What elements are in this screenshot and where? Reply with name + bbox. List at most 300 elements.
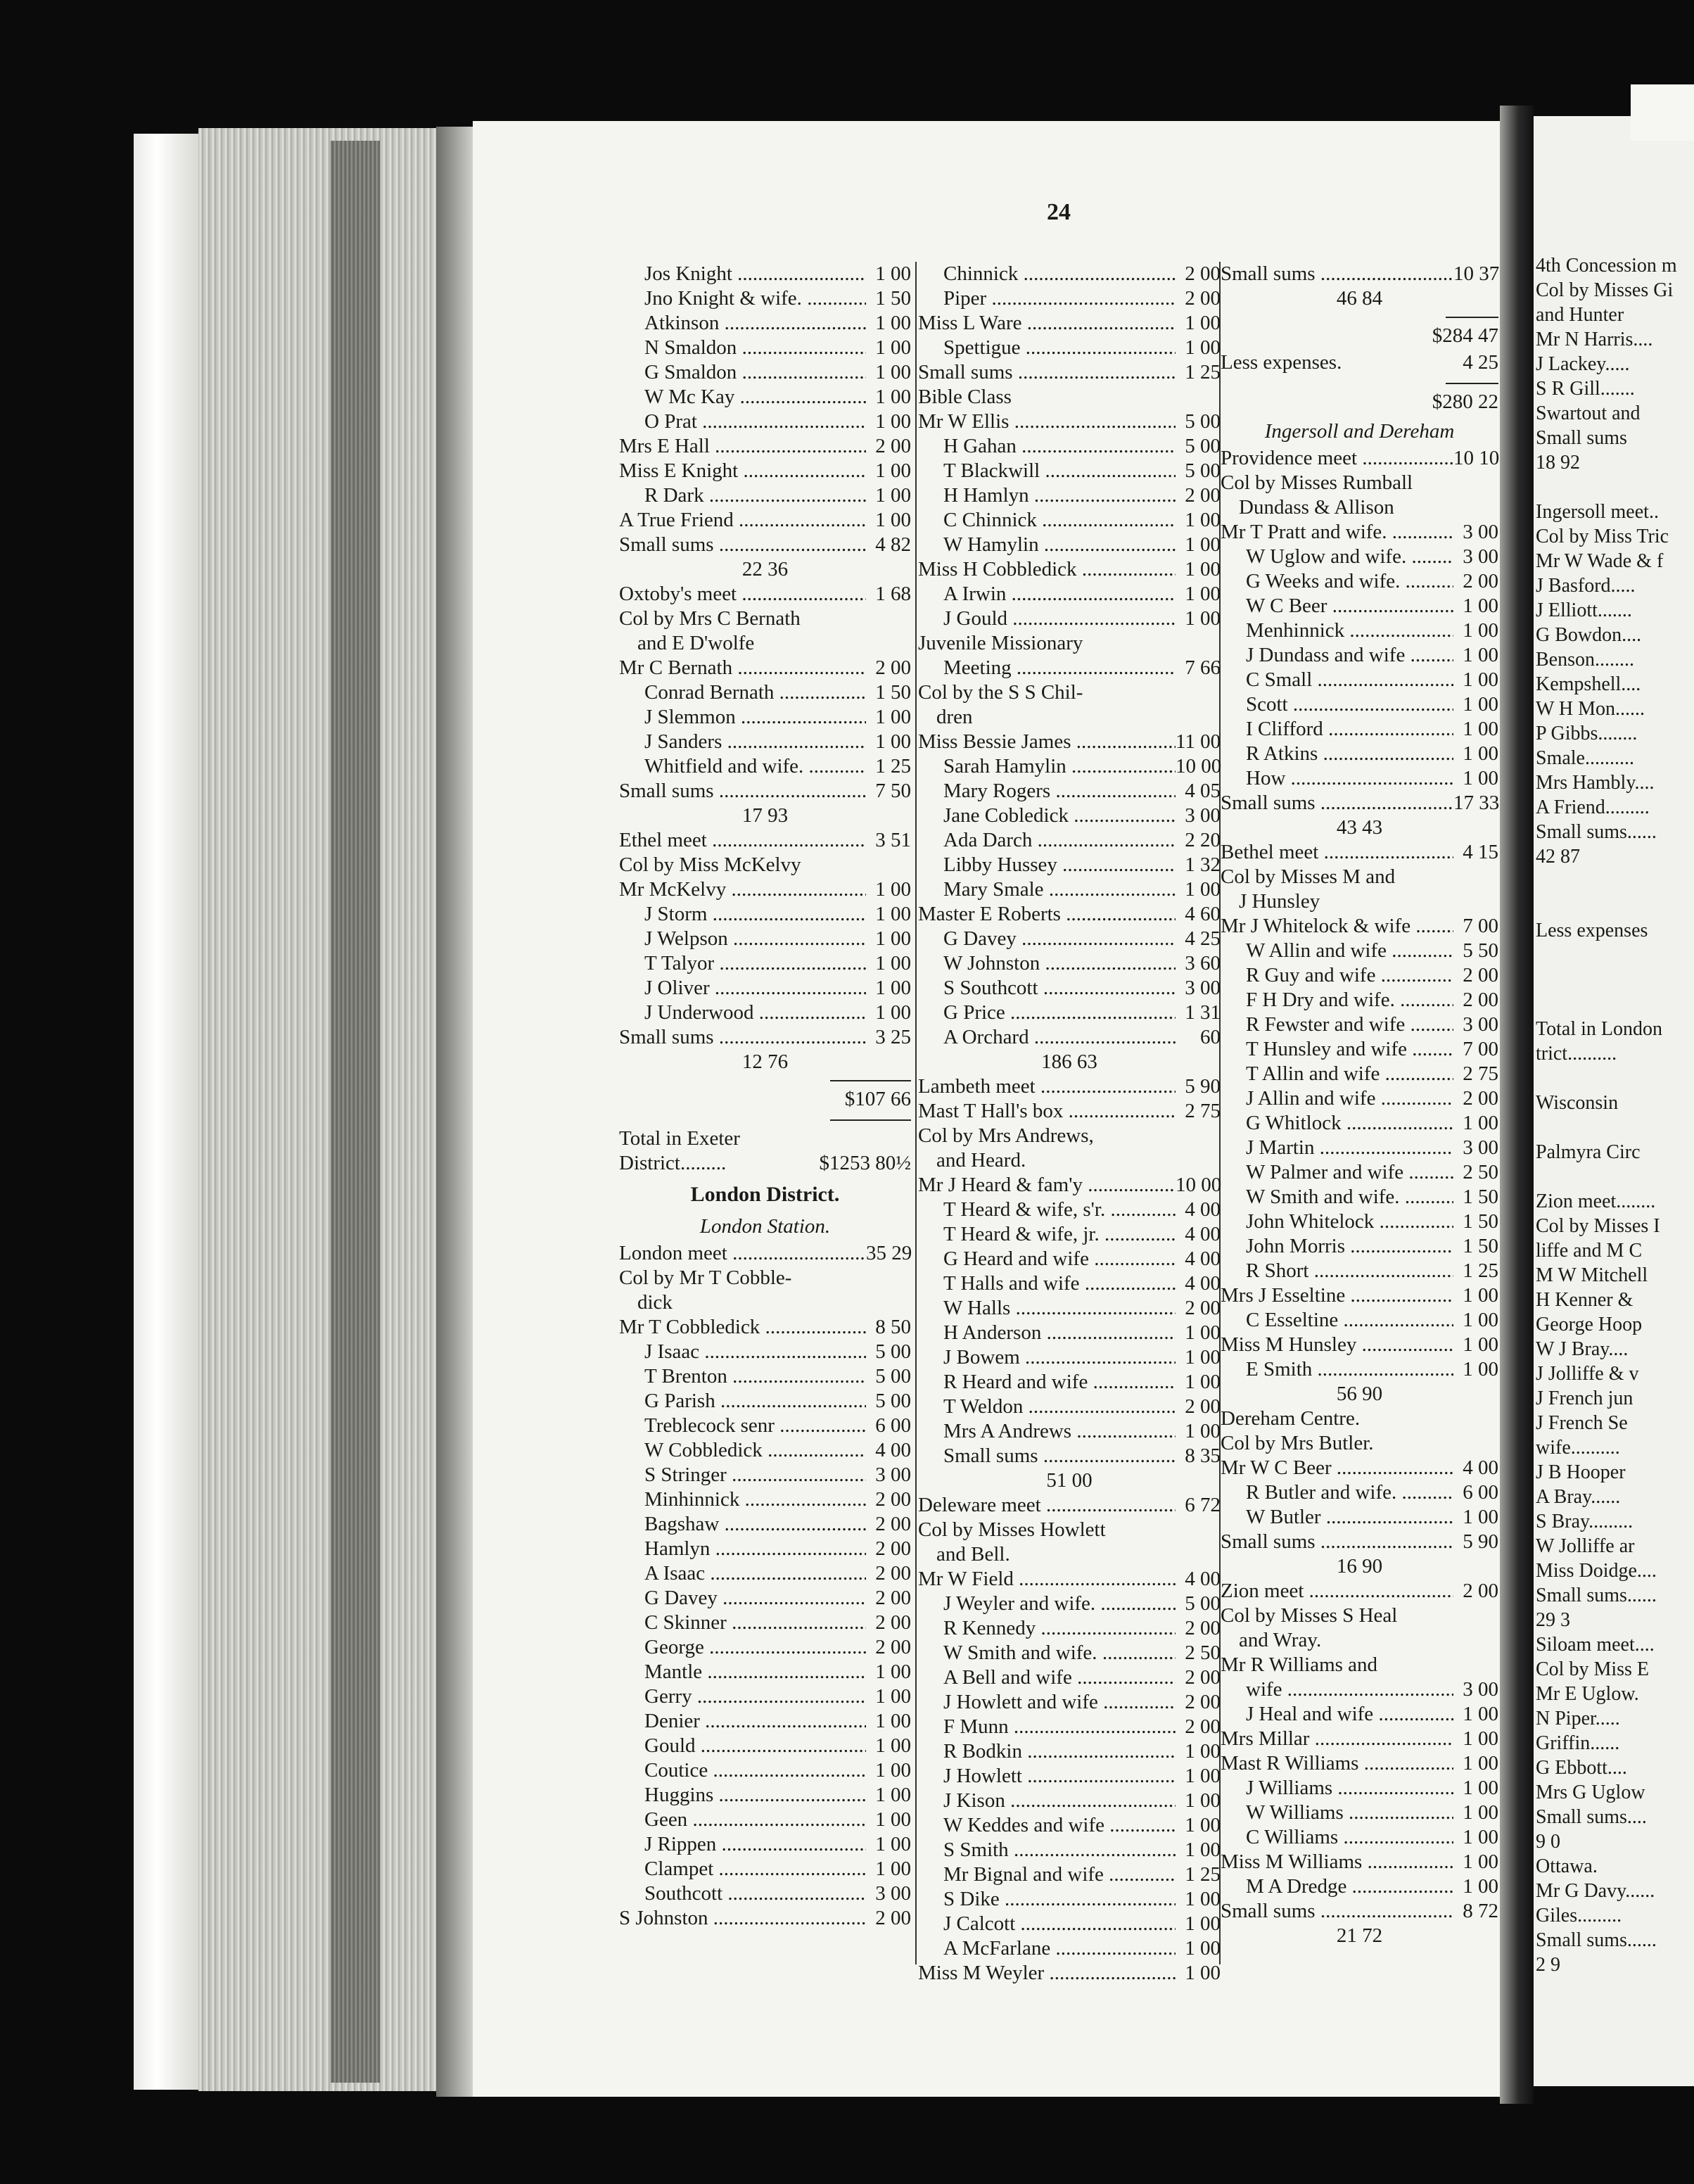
ledger-entry	[619, 1734, 911, 1758]
ledger-entry	[918, 1887, 1221, 1912]
entry-name: W Hamylin .....	[918, 533, 1176, 557]
entry-name: C Skinner .....	[619, 1611, 866, 1635]
entry-name: John Morris .....	[1221, 1234, 1453, 1259]
facing-page-line	[1536, 992, 1677, 1017]
ledger-entry	[619, 483, 911, 508]
entry-name: J Rippen .....	[619, 1832, 866, 1857]
collector-line: Mr R Williams and	[1221, 1653, 1378, 1676]
ledger-entry	[619, 434, 911, 459]
subtotal: 51 00	[1046, 1469, 1093, 1492]
entry-name: Mrs J Esseltine .....	[1221, 1283, 1453, 1308]
facing-page-line: J Elliott.......	[1536, 599, 1632, 621]
entry-name: Jno Knight & wife. .....	[619, 286, 866, 311]
entry-amount: 1 00	[1463, 1875, 1498, 1898]
ledger-entry	[619, 1001, 911, 1025]
entry-amount: 1 25	[1185, 361, 1221, 383]
ledger-entry	[1221, 1111, 1498, 1136]
ledger-entry	[619, 1389, 911, 1414]
facing-page-line: Mr G Davy......	[1536, 1880, 1655, 1902]
entry-name: F H Dry and wife. .....	[1221, 988, 1453, 1012]
facing-page-line	[1536, 869, 1677, 894]
ledger-entry	[918, 459, 1221, 483]
entry-amount: 5 00	[1185, 459, 1221, 482]
entry-amount: 1 00	[1463, 644, 1498, 666]
entry-amount: 4 00	[1185, 1198, 1221, 1221]
facing-page-line: Mr W Wade & f	[1536, 550, 1664, 572]
entry-name: T Heard & wife, s'r. .....	[918, 1198, 1176, 1222]
ledger-entry	[1221, 1874, 1498, 1899]
entry-amount: 1 50	[1463, 1186, 1498, 1208]
entry-name: J Heal and wife .....	[1221, 1702, 1453, 1727]
ledger-entry	[1221, 545, 1498, 569]
facing-page-line: Mr E Uglow.	[1536, 1683, 1639, 1705]
page-curl-shadow	[436, 127, 473, 2097]
facing-page-line: A Friend.........	[1536, 796, 1650, 818]
entry-name: Mr W Field .....	[918, 1567, 1176, 1592]
entry-amount: 1 00	[875, 262, 911, 285]
ledger-entry	[619, 508, 911, 533]
entry-amount: 4 00	[1185, 1247, 1221, 1270]
entry-amount: 3 00	[1463, 1136, 1498, 1159]
entry-name: J Isaac .....	[619, 1340, 866, 1364]
facing-page-line: Small sums	[1536, 427, 1627, 449]
entry-amount: 1 50	[875, 681, 911, 704]
facing-page-line: 4th Concession m	[1536, 255, 1677, 277]
facing-page-line: J French jun	[1536, 1388, 1634, 1409]
ledger-entry	[1221, 1776, 1498, 1801]
entry-amount: 1 00	[1185, 1371, 1221, 1393]
entry-name: S Smith .....	[918, 1838, 1176, 1862]
facing-page-line: Benson........	[1536, 649, 1634, 671]
entry-name: T Talyor .....	[619, 951, 866, 976]
entry-amount: 2 00	[875, 1562, 911, 1585]
entry-name: J Calcott .....	[918, 1912, 1176, 1936]
facing-page-line: and Hunter	[1536, 304, 1624, 326]
ledger-entry	[1221, 1333, 1498, 1357]
ledger-entry	[1221, 1677, 1498, 1702]
entry-amount: 4 82	[875, 533, 911, 556]
entry-amount: 1 00	[1185, 558, 1221, 580]
entry-name: C Chinnick .....	[918, 508, 1176, 533]
ledger-entry	[619, 1537, 911, 1561]
entry-name: Mrs Millar .....	[1221, 1727, 1453, 1751]
entry-amount: 2 00	[875, 1907, 911, 1929]
ledger-entry	[619, 582, 911, 607]
entry-name: G Parish .....	[619, 1389, 866, 1414]
entry-amount: 60	[1200, 1026, 1221, 1048]
ledger-entry	[1221, 1850, 1498, 1874]
subtotal: 16 90	[1336, 1555, 1383, 1577]
entry-name: Bagshaw .....	[619, 1512, 866, 1537]
entry-name: A Bell and wife .....	[918, 1665, 1176, 1690]
facing-page-line	[1536, 1164, 1677, 1189]
entry-amount: 1 32	[1185, 853, 1221, 876]
entry-amount: 5 00	[1185, 410, 1221, 433]
collector-line: Bible Class	[918, 386, 1012, 408]
facing-page-line: S R Gill.......	[1536, 378, 1635, 400]
entry-name: T Brenton .....	[619, 1364, 866, 1389]
collector-line: Col by Mrs Butler.	[1221, 1432, 1374, 1454]
ledger-entry	[619, 1906, 911, 1931]
entry-amount: 1 00	[875, 410, 911, 433]
ledger-entry	[918, 410, 1221, 434]
entry-name: Gerry .....	[619, 1684, 866, 1709]
ledger-entry	[619, 1340, 911, 1364]
facing-page-line: A Bray......	[1536, 1486, 1621, 1508]
ledger-entry	[918, 804, 1221, 828]
entry-name: J Sanders .....	[619, 730, 866, 754]
station-heading: Ingersoll and Dereham	[1264, 420, 1455, 443]
entry-amount: 2 00	[875, 1537, 911, 1560]
entry-name: T Weldon .....	[918, 1395, 1176, 1419]
entry-name: Conrad Bernath .....	[619, 680, 866, 705]
entry-name: W Smith and wife. .....	[918, 1641, 1176, 1665]
entry-name: Meeting .....	[918, 656, 1176, 680]
ledger-entry	[1221, 1505, 1498, 1530]
facing-page-line: Col by Miss E	[1536, 1658, 1650, 1680]
ledger-entry	[619, 902, 911, 927]
ledger-entry	[918, 730, 1221, 754]
ledger-entry	[918, 902, 1221, 927]
entry-name: Mr Bignal and wife .....	[918, 1862, 1176, 1887]
entry-amount: 1 00	[1185, 1321, 1221, 1344]
entry-amount: 5 00	[875, 1365, 911, 1388]
entry-name: Huggins .....	[619, 1783, 866, 1808]
ledger-entry	[619, 730, 911, 754]
entry-name: C Esseltine .....	[1221, 1308, 1453, 1333]
ledger-entry	[918, 754, 1221, 779]
ledger-entry	[619, 311, 911, 336]
ledger-entry	[918, 951, 1221, 976]
ledger-entry	[1221, 963, 1498, 988]
ledger-entry	[1221, 618, 1498, 643]
entry-name: W Smith and wife. .....	[1221, 1185, 1453, 1210]
total-label: District.........	[619, 1152, 727, 1174]
entry-name: Mr T Cobbledick .....	[619, 1315, 866, 1340]
ledger-entry	[1221, 1259, 1498, 1283]
ledger-entry	[1221, 1037, 1498, 1062]
ledger-entry	[619, 1512, 911, 1537]
collector-line: Juvenile Missionary	[918, 632, 1083, 654]
ledger-entry	[1221, 939, 1498, 963]
entry-amount: 5 90	[1463, 1530, 1498, 1553]
entry-name: Mr C Bernath .....	[619, 656, 866, 680]
entry-amount: 2 00	[875, 656, 911, 679]
entry-amount: 1 00	[1463, 668, 1498, 691]
facing-page-line: Ottawa.	[1536, 1855, 1598, 1877]
ledger-entry	[619, 410, 911, 434]
ledger-entry	[619, 705, 911, 730]
book-cover-edge	[134, 134, 198, 2090]
entry-amount: 2 75	[1185, 1100, 1221, 1122]
entry-amount: 5 00	[1185, 435, 1221, 457]
entry-amount: 1 00	[1185, 336, 1221, 359]
facing-page-line: S Bray.........	[1536, 1511, 1634, 1532]
entry-amount: 1 00	[875, 1858, 911, 1880]
entry-name: R Heard and wife .....	[918, 1370, 1176, 1395]
entry-amount: 1 00	[1185, 1814, 1221, 1836]
entry-name: Lambeth meet .....	[918, 1074, 1176, 1099]
ledger-entry	[619, 1414, 911, 1438]
entry-name: W Keddes and wife .....	[918, 1813, 1176, 1838]
ledger-entry	[619, 1881, 911, 1906]
ledger-entry	[1221, 1210, 1498, 1234]
entry-amount: 2 00	[1463, 964, 1498, 986]
collector-line: Col by the S S Chil-	[918, 681, 1083, 704]
entry-amount: 1 00	[1463, 1703, 1498, 1725]
facing-page-line: Small sums......	[1536, 1929, 1657, 1951]
ledger-entry	[1221, 1234, 1498, 1259]
total-line	[619, 1087, 911, 1114]
entry-amount: 4 00	[1185, 1272, 1221, 1295]
ledger-entry	[918, 1173, 1221, 1198]
entry-name: J Gould .....	[918, 607, 1176, 631]
ledger-entry	[918, 582, 1221, 607]
entry-name: G Heard and wife .....	[918, 1247, 1176, 1271]
entry-amount: 4 60	[1185, 903, 1221, 925]
ledger-entry	[619, 1241, 911, 1266]
facing-page-corner	[1631, 84, 1694, 141]
ledger-entry	[918, 1567, 1221, 1592]
entry-amount: 1 00	[875, 706, 911, 728]
ledger-entry	[918, 1345, 1221, 1370]
entry-amount: 1 00	[875, 1808, 911, 1831]
entry-name: Spettigue .....	[918, 336, 1176, 360]
entry-name: A McFarlane .....	[918, 1936, 1176, 1961]
ledger-entry	[1221, 1727, 1498, 1751]
entry-name: Deleware meet .....	[918, 1493, 1176, 1518]
entry-name: Hamlyn .....	[619, 1537, 866, 1561]
entry-amount: 4 15	[1463, 841, 1498, 863]
entry-amount: 1 00	[1185, 1789, 1221, 1812]
entry-amount: 2 75	[1463, 1062, 1498, 1085]
ledger-entry	[619, 877, 911, 902]
facing-page-line: 9 0	[1536, 1831, 1560, 1853]
entry-amount: 5 50	[1463, 939, 1498, 962]
subtotal: 56 90	[1336, 1383, 1383, 1405]
facing-page-line: 42 87	[1536, 846, 1580, 868]
entry-amount: 2 00	[1185, 262, 1221, 285]
entry-amount: 1 00	[1463, 1777, 1498, 1799]
facing-page-line: Wisconsin	[1536, 1092, 1619, 1114]
ledger-entry	[1221, 1160, 1498, 1185]
entry-amount: 10 00	[1176, 755, 1222, 777]
entry-amount: 1 00	[1463, 742, 1498, 765]
ledger-entry	[1221, 766, 1498, 791]
entry-name: Minhinnick .....	[619, 1487, 866, 1512]
facing-page-line: Less expenses	[1536, 920, 1648, 941]
ledger-entry	[619, 1709, 911, 1734]
entry-name: Small sums .....	[619, 1025, 866, 1050]
entry-name: G Weeks and wife. .....	[1221, 569, 1453, 594]
entry-name: T Blackwill .....	[918, 459, 1176, 483]
entry-amount: 1 00	[875, 730, 911, 753]
entry-amount: 3 51	[875, 829, 911, 851]
entry-amount: 1 00	[1185, 1962, 1221, 1984]
entry-amount: 1 00	[1185, 1346, 1221, 1369]
entry-name: Mr J Heard & fam'y .....	[918, 1173, 1176, 1198]
entry-name: Mary Rogers .....	[918, 779, 1176, 804]
entry-name: Ada Darch .....	[918, 828, 1176, 853]
total-amount: $284 47	[1432, 324, 1498, 347]
entry-amount: 5 90	[1185, 1075, 1221, 1098]
facing-page-line: Mrs Hambly....	[1536, 772, 1655, 794]
entry-name: M A Dredge .....	[1221, 1874, 1453, 1899]
collector-line: Dereham Centre.	[1221, 1407, 1361, 1430]
entry-name: W Uglow and wife. .....	[1221, 545, 1453, 569]
entry-name: Mrs E Hall .....	[619, 434, 866, 459]
entry-name: Miss L Ware .....	[918, 311, 1176, 336]
entry-amount: 1 00	[1185, 607, 1221, 630]
continued-line: J Hunsley	[1239, 890, 1320, 913]
ledger-entry	[918, 1247, 1221, 1271]
ledger-entry	[918, 1715, 1221, 1739]
entry-name: Sarah Hamylin .....	[918, 754, 1176, 779]
facing-page-line	[1536, 475, 1677, 500]
ledger-entry	[918, 1099, 1221, 1124]
subtotal: 12 76	[741, 1050, 789, 1073]
entry-amount: 3 00	[1463, 1013, 1498, 1036]
ledger-entry	[918, 1690, 1221, 1715]
ledger-entry	[1221, 840, 1498, 865]
ledger-entry	[619, 1660, 911, 1684]
ledger-column-1	[619, 262, 911, 1931]
entry-name: J Howlett and wife .....	[918, 1690, 1176, 1715]
ledger-entry	[1221, 1530, 1498, 1554]
total-amount: $107 66	[844, 1088, 911, 1110]
entry-name: Scott .....	[1221, 692, 1453, 717]
facing-page-line: G Bowdon....	[1536, 624, 1642, 646]
ledger-entry	[918, 483, 1221, 508]
entry-name: G Whitlock .....	[1221, 1111, 1453, 1136]
ledger-entry	[1221, 594, 1498, 618]
entry-name: Miss M Hunsley .....	[1221, 1333, 1453, 1357]
entry-name: Mr J Whitelock & wife .....	[1221, 914, 1453, 939]
facing-page-line: Griffin......	[1536, 1732, 1620, 1754]
continued-line: dick	[637, 1291, 673, 1314]
entry-name: Jos Knight .....	[619, 262, 866, 286]
entry-amount: 3 00	[1463, 545, 1498, 568]
entry-name: H Anderson .....	[918, 1321, 1176, 1345]
entry-name: Jane Cobledick .....	[918, 804, 1176, 828]
ledger-entry	[619, 262, 911, 286]
entry-name: Mast R Williams .....	[1221, 1751, 1453, 1776]
facing-page-line: 18 92	[1536, 452, 1580, 474]
entry-amount: 1 00	[875, 312, 911, 334]
entry-amount: 1 00	[875, 509, 911, 531]
entry-amount: 10 37	[1453, 262, 1500, 285]
entry-amount: 1 25	[1185, 1863, 1221, 1886]
entry-name: Small sums .....	[918, 1444, 1176, 1468]
entry-amount: 1 00	[1463, 619, 1498, 642]
entry-name: T Hunsley and wife .....	[1221, 1037, 1453, 1062]
entry-name: W Mc Kay .....	[619, 385, 866, 410]
ledger-entry	[619, 1438, 911, 1463]
ledger-entry	[1221, 668, 1498, 692]
facing-page-line: J Lackey.....	[1536, 353, 1630, 375]
ledger-entry	[1221, 1579, 1498, 1604]
ledger-entry	[619, 656, 911, 680]
facing-page-line	[1536, 967, 1677, 992]
entry-amount: 1 00	[1185, 583, 1221, 605]
continued-line: and Heard.	[936, 1149, 1026, 1172]
total-amount: $280 22	[1432, 391, 1498, 413]
entry-amount: 1 00	[1463, 1826, 1498, 1848]
total-rule	[830, 1080, 911, 1081]
entry-amount: 1 00	[875, 459, 911, 482]
entry-name: A Isaac .....	[619, 1561, 866, 1586]
entry-name: R Kennedy .....	[918, 1616, 1176, 1641]
entry-name: R Bodkin .....	[918, 1739, 1176, 1764]
entry-name: John Whitelock .....	[1221, 1210, 1453, 1234]
entry-name: J Martin .....	[1221, 1136, 1453, 1160]
entry-name: J Allin and wife .....	[1221, 1086, 1453, 1111]
continued-line: and E D'wolfe	[637, 632, 755, 654]
total-rule	[830, 1119, 911, 1121]
facing-page-line: J Jolliffe & v	[1536, 1363, 1639, 1385]
entry-amount: 7 50	[875, 780, 911, 802]
ledger-entry	[918, 1444, 1221, 1468]
ledger-entry	[619, 927, 911, 951]
entry-name: J Oliver .....	[619, 976, 866, 1001]
entry-amount: 2 00	[1185, 287, 1221, 310]
entry-amount: 2 00	[1185, 1617, 1221, 1639]
ledger-column-2	[918, 262, 1221, 1986]
entry-amount: 3 00	[875, 1882, 911, 1905]
entry-amount: 2 00	[875, 1611, 911, 1634]
ledger-entry	[918, 1789, 1221, 1813]
entry-amount: 7 66	[1185, 656, 1221, 679]
entry-name: Mr T Pratt and wife. .....	[1221, 520, 1453, 545]
page-number: 24	[1047, 199, 1071, 225]
entry-name: Small sums .....	[1221, 1899, 1453, 1924]
total-amount: 4 25	[1463, 351, 1498, 374]
facing-page-line: trict..........	[1536, 1043, 1617, 1065]
collector-line: Col by Mrs Andrews,	[918, 1124, 1094, 1147]
entry-amount: 2 00	[875, 1513, 911, 1535]
ledger-entry	[619, 1487, 911, 1512]
ledger-entry	[918, 1001, 1221, 1025]
entry-amount: 8 50	[875, 1316, 911, 1338]
entry-amount: 1 00	[1463, 693, 1498, 716]
entry-amount: 17 33	[1453, 792, 1500, 814]
entry-name: Mast T Hall's box .....	[918, 1099, 1176, 1124]
entry-name: G Davey .....	[619, 1586, 866, 1611]
facing-page-column	[1536, 253, 1677, 1977]
entry-amount: 1 00	[1463, 1850, 1498, 1873]
facing-page-line: M W Mitchell	[1536, 1264, 1648, 1286]
entry-amount: 1 00	[1185, 533, 1221, 556]
entry-name: W Williams .....	[1221, 1801, 1453, 1825]
entry-amount: 1 50	[1463, 1210, 1498, 1233]
ledger-entry	[918, 1936, 1221, 1961]
entry-name: Mr McKelvy .....	[619, 877, 866, 902]
entry-amount: 1 00	[875, 952, 911, 974]
entry-name: S Johnston .....	[619, 1906, 866, 1931]
entry-amount: 1 00	[875, 484, 911, 507]
ledger-entry	[619, 951, 911, 976]
facing-page-line: J French Se	[1536, 1412, 1628, 1434]
district-heading: London District.	[690, 1183, 840, 1206]
column-divider-left	[915, 262, 917, 1964]
entry-name: G Price .....	[918, 1001, 1176, 1025]
ledger-entry	[1221, 717, 1498, 742]
ledger-entry	[918, 927, 1221, 951]
ledger-column-3	[1221, 262, 1498, 1948]
entry-name: Mr W Ellis .....	[918, 410, 1176, 434]
entry-name: R Short .....	[1221, 1259, 1453, 1283]
entry-amount: 11 00	[1176, 730, 1221, 753]
